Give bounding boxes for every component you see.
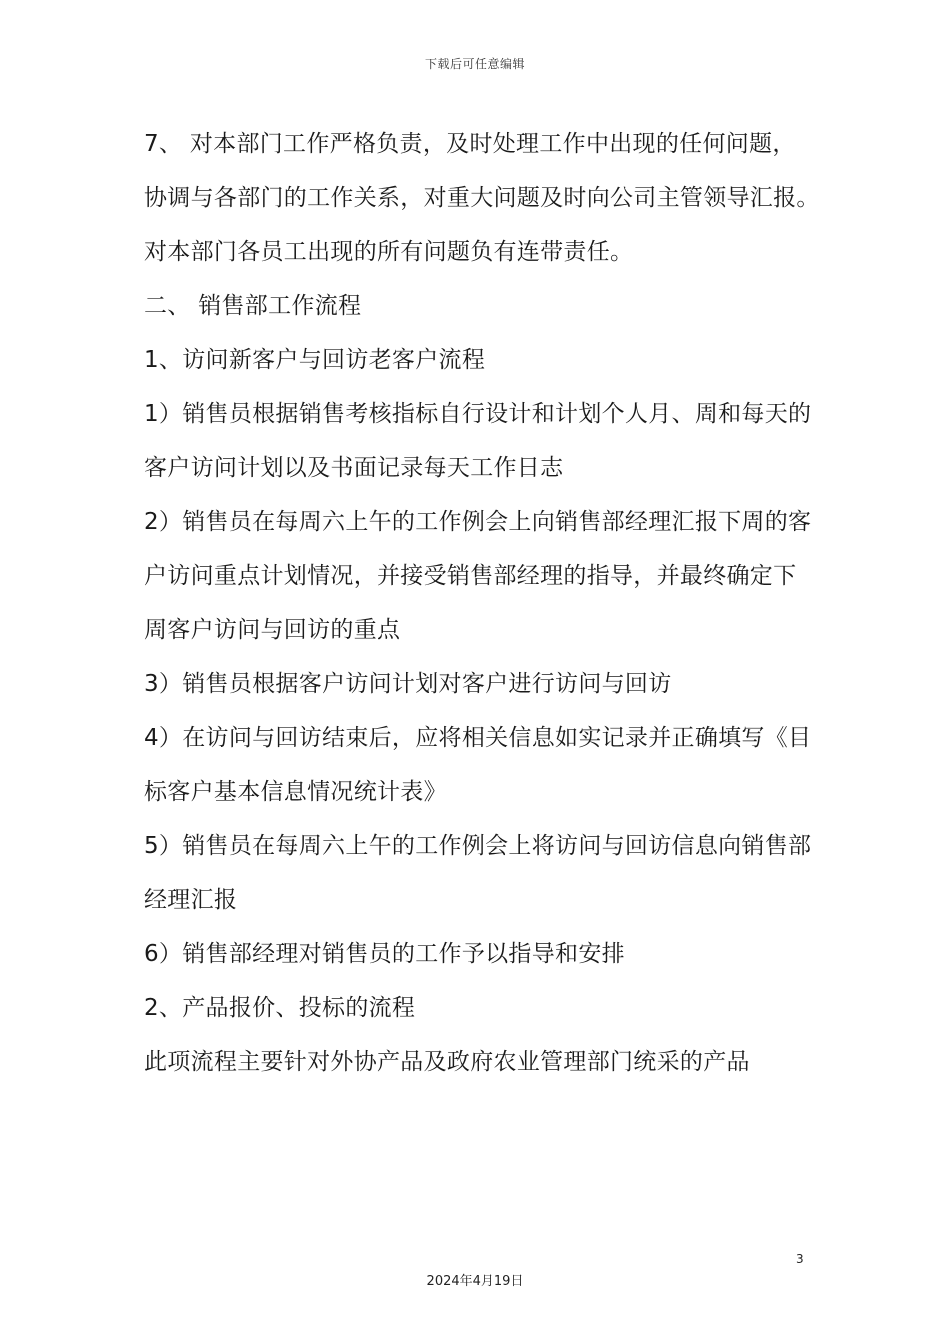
- page-number: 3: [796, 1252, 804, 1266]
- body-line: 5）销售员在每周六上午的工作例会上将访问与回访信息向销售部: [144, 833, 812, 859]
- section-heading: 二、 销售部工作流程: [144, 293, 362, 319]
- footer-date: 2024年4月19日: [426, 1274, 524, 1289]
- body-line: 对本部门各员工出现的所有问题负有连带责任。: [144, 239, 634, 265]
- subsection-heading: 2、产品报价、投标的流程: [144, 995, 416, 1021]
- body-line: 2）销售员在每周六上午的工作例会上向销售部经理汇报下周的客: [144, 509, 812, 535]
- header-note: 下载后可任意编辑: [424, 57, 525, 71]
- body-line: 客户访问计划以及书面记录每天工作日志: [144, 455, 564, 481]
- body-line: 7、 对本部门工作严格负责，及时处理工作中出现的任何问题，: [144, 131, 796, 157]
- body-line: 户访问重点计划情况，并接受销售部经理的指导，并最终确定下: [144, 563, 797, 589]
- body-line: 1）销售员根据销售考核指标自行设计和计划个人月、周和每天的: [144, 401, 812, 427]
- document-body: [144, 117, 820, 1089]
- subsection-heading: 1、访问新客户与回访老客户流程: [144, 347, 486, 373]
- body-line: 协调与各部门的工作关系，对重大问题及时向公司主管领导汇报。: [144, 185, 820, 211]
- body-line: 周客户访问与回访的重点: [144, 617, 401, 643]
- body-line: 此项流程主要针对外协产品及政府农业管理部门统采的产品: [144, 1049, 750, 1075]
- body-line: 3）销售员根据客户访问计划对客户进行访问与回访: [144, 671, 672, 697]
- body-line: 经理汇报: [144, 887, 238, 913]
- body-line: 6）销售部经理对销售员的工作予以指导和安排: [144, 941, 625, 967]
- body-line: 标客户基本信息情况统计表》: [144, 779, 447, 805]
- body-line: 4）在访问与回访结束后，应将相关信息如实记录并正确填写《目: [144, 725, 812, 751]
